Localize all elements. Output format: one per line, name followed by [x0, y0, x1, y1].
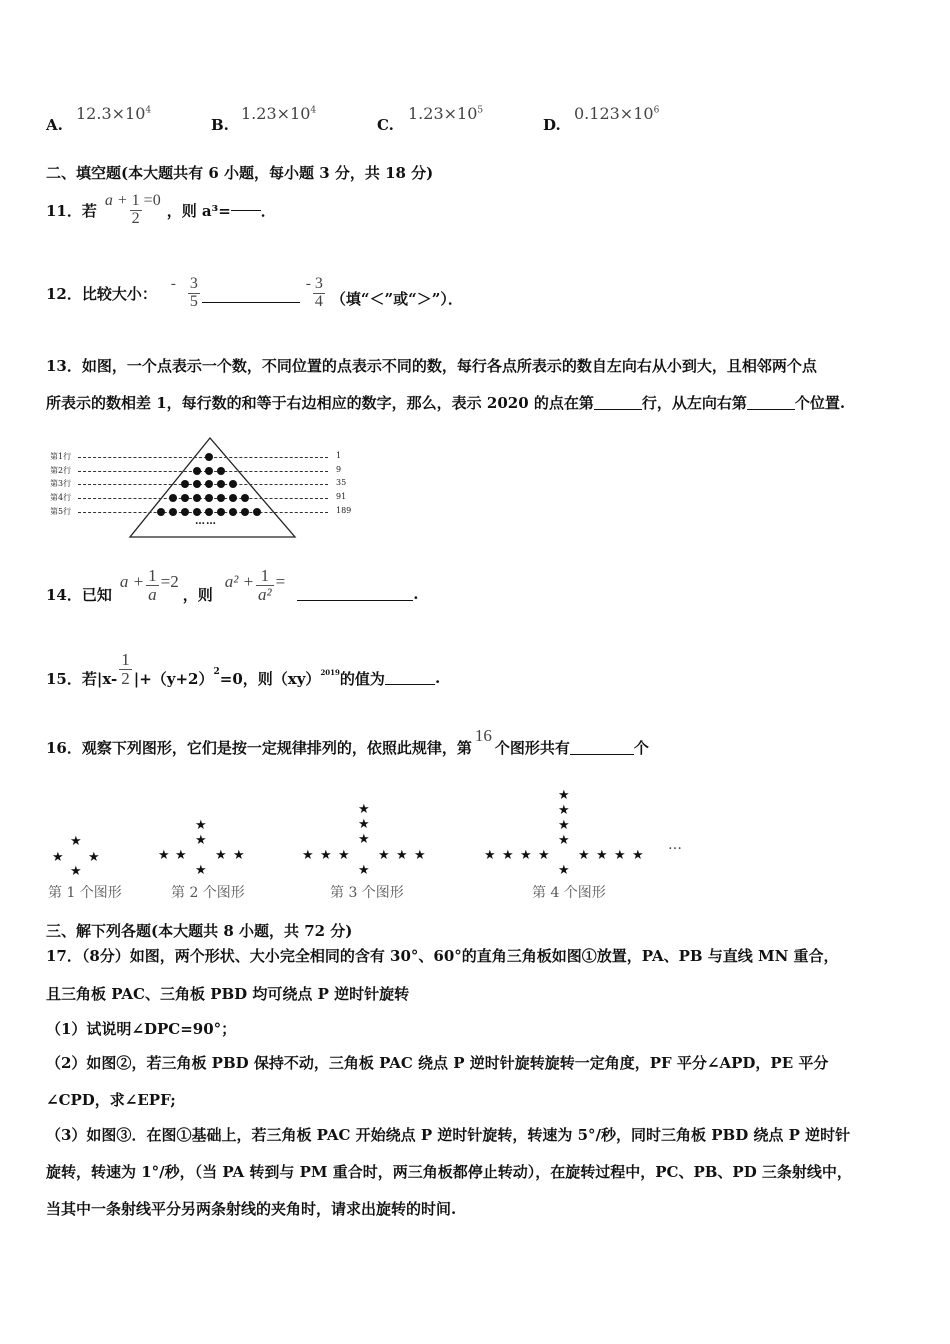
row-label-4: 第4行 — [50, 493, 72, 502]
q15-text-a: 15．若|x- — [46, 669, 118, 688]
star-icon: ★ — [70, 864, 82, 879]
dot — [229, 508, 237, 516]
star-icon: ★ — [558, 818, 570, 833]
q14-expr2: a² + — [224, 572, 255, 591]
q15-text-c: =0，则（xy） — [219, 669, 321, 688]
star-icon: ★ — [558, 833, 570, 848]
star-icon: ★ — [302, 848, 314, 863]
star-icon: ★ — [88, 850, 100, 865]
q11-equals: =0 — [143, 192, 161, 209]
dot — [217, 494, 225, 502]
star-icon: ★ — [158, 848, 170, 863]
q15-exponent-2019: 2019 — [320, 667, 340, 677]
star-icon: ★ — [52, 850, 64, 865]
star-icon: ★ — [338, 848, 350, 863]
star-icon: ★ — [195, 818, 207, 833]
question-16 — [46, 728, 649, 758]
star-icon: ★ — [520, 848, 532, 863]
q17-part3-c: 当其中一条射线平分另两条射线的夹角时，请求出旋转的时间. — [46, 1200, 457, 1218]
q14-fraction-2: $\frac{1}{\text{a²}}$ — [258, 565, 272, 604]
q15-text-d: 的值为 — [339, 669, 385, 688]
figures-ellipsis: … — [668, 837, 682, 853]
dot — [169, 494, 177, 502]
dot — [169, 508, 177, 516]
figure-3-caption: 第 3 个图形 — [330, 885, 404, 901]
dot — [217, 480, 225, 488]
q16-n: 16 — [474, 726, 492, 745]
dot — [205, 494, 213, 502]
row-guide-5 — [78, 512, 328, 513]
q14-answer-blank[interactable] — [297, 599, 413, 601]
row-guide-2 — [78, 471, 328, 472]
q12-fraction-2: $\frac{3}{4}$ — [314, 274, 323, 310]
dot — [193, 508, 201, 516]
q17-part3-b: 旋转，转速为 1°/秒，（当 PA 转到与 PM 重合时，两三角板都停止转动），在旋转过程中，PC、PB、PD 三条射线中， — [46, 1163, 852, 1181]
row-sum-2: 9 — [336, 465, 342, 474]
q13-line2-c: 个位置. — [794, 394, 846, 412]
star-icon: ★ — [215, 848, 227, 863]
q13-row-blank[interactable] — [594, 408, 642, 410]
star-icon: ★ — [614, 848, 626, 863]
star-icon: ★ — [502, 848, 514, 863]
q12-answer-blank[interactable] — [202, 301, 300, 303]
star-icon: ★ — [558, 863, 570, 878]
row-sum-4: 91 — [336, 492, 347, 501]
q12-fraction-1: $\frac{3}{5}$ — [189, 274, 198, 310]
dot — [205, 467, 213, 475]
q13-line2-a: 所表示的数相差 1，每行数的和等于右边相应的数字，那么，表示 2020 的点在第 — [46, 394, 594, 412]
star-icon: ★ — [484, 848, 496, 863]
q17-part2-a: （2）如图②，若三角板 PBD 保持不动，三角板 PAC 绕点 P 逆时针旋转旋转一定角度，PF 平分∠APD，PE 平分 — [46, 1054, 829, 1072]
star-figure-1 — [40, 785, 150, 905]
q14-equals-2: =2 — [160, 572, 179, 591]
q13-line2 — [46, 392, 845, 413]
q17-part3-a: （3）如图③．在图①基础上，若三角板 PAC 开始绕点 P 逆时针旋转，转速为 5°/秒，同时三角板 PBD 绕点 P 逆时针 — [46, 1126, 851, 1144]
star-icon: ★ — [70, 834, 82, 849]
q16-text-a: 16．观察下列图形，它们是按一定规律排列的，依照此规律，第 — [46, 739, 472, 757]
figure-ellipsis: …… — [195, 516, 217, 527]
q14-mid: ，则 — [182, 585, 213, 604]
q11-end: ． — [260, 201, 276, 220]
dot — [205, 480, 213, 488]
dot — [229, 494, 237, 502]
q16-answer-blank[interactable] — [570, 753, 634, 755]
star-icon: ★ — [358, 832, 370, 847]
dot — [193, 467, 201, 475]
dot — [229, 480, 237, 488]
q11-expr: a + — [104, 192, 128, 209]
figure-2-caption: 第 2 个图形 — [171, 885, 245, 901]
row-label-5: 第5行 — [50, 507, 72, 516]
q12-tail: （填“＜”或“＞”）． — [330, 289, 463, 308]
q14-number: 14．已知 — [46, 585, 112, 604]
dot — [241, 508, 249, 516]
dot — [217, 508, 225, 516]
q12-number: 12．比较大小： — [46, 284, 157, 303]
star-icon: ★ — [195, 863, 207, 878]
star-icon: ★ — [195, 833, 207, 848]
dot — [253, 508, 261, 516]
star-icon: ★ — [558, 788, 570, 803]
q13-line2-b: 行，从左向右第 — [641, 394, 747, 412]
option-a-label: A. — [46, 116, 63, 134]
star-icon: ★ — [175, 848, 187, 863]
q17-part2-b: ∠CPD，求∠EPF; — [46, 1091, 176, 1109]
dot — [181, 480, 189, 488]
q15-end: . — [434, 669, 441, 687]
star-icon: ★ — [378, 848, 390, 863]
q13-position-blank[interactable] — [747, 408, 795, 410]
star-icon: ★ — [632, 848, 644, 863]
q17-line1: 17．（8分）如图，两个形状、大小完全相同的含有 30°、60°的直角三角板如图①放置，PA、PB 与直线 MN 重合， — [46, 947, 839, 965]
star-icon: ★ — [233, 848, 245, 863]
row-guide-4 — [78, 498, 328, 499]
question-11 — [46, 188, 276, 232]
question-14 — [46, 560, 418, 610]
star-icon: ★ — [414, 848, 426, 863]
row-guide-3 — [78, 484, 328, 485]
figure-1-caption: 第 1 个图形 — [48, 885, 122, 901]
dot — [157, 508, 165, 516]
q14-expr1: a + — [119, 572, 145, 591]
q13-dot-triangle-figure — [46, 436, 366, 542]
option-c-value: $1.23\times 10^5$ — [408, 104, 484, 123]
star-icon: ★ — [538, 848, 550, 863]
dot — [181, 494, 189, 502]
row-label-3: 第3行 — [50, 479, 72, 488]
row-sum-3: 35 — [336, 478, 347, 487]
dot — [241, 494, 249, 502]
q15-answer-blank[interactable] — [385, 683, 435, 685]
option-b-value: $1.23\times 10^4$ — [241, 104, 317, 123]
row-sum-1: 1 — [336, 451, 342, 460]
star-icon: ★ — [596, 848, 608, 863]
q16-star-figures — [40, 785, 720, 905]
star-icon: ★ — [578, 848, 590, 863]
star-icon: ★ — [358, 863, 370, 878]
option-a-value: $12.3\times 10^4$ — [76, 104, 152, 123]
option-b-label: B. — [211, 116, 229, 134]
section2-heading: 二、填空题(本大题共有 6 小题，每小题 3 分，共 18 分) — [46, 164, 434, 182]
q14-fraction-1: $\frac{1}{a}$ — [148, 565, 157, 604]
row-label-2: 第2行 — [50, 466, 72, 475]
section3-heading: 三、解下列各题(本大题共 8 小题，共 72 分) — [46, 922, 353, 940]
q16-end: 个 — [633, 739, 649, 757]
star-icon: ★ — [558, 803, 570, 818]
dot — [193, 494, 201, 502]
star-figure-2 — [155, 785, 265, 905]
row-guide-1 — [78, 457, 328, 458]
figure-4-caption: 第 4 个图形 — [532, 885, 606, 901]
q17-part1: （1）试说明∠DPC=90°； — [46, 1020, 237, 1038]
option-c-label: C. — [377, 116, 394, 134]
q10-options — [46, 104, 726, 134]
q11-number: 11．若 — [46, 201, 97, 220]
question-12 — [46, 270, 463, 316]
star-icon: ★ — [320, 848, 332, 863]
star-icon: ★ — [358, 817, 370, 832]
q15-exponent-2: 2 — [213, 667, 220, 677]
dot — [205, 453, 213, 461]
question-15 — [46, 644, 440, 694]
dot — [181, 508, 189, 516]
option-d-label: D. — [543, 116, 561, 134]
q11-answer-blank[interactable] — [231, 209, 261, 211]
q12-neg1: - — [170, 275, 176, 292]
q15-text-b: |+（y+2） — [133, 669, 214, 688]
option-d-value: $0.123\times 10^6$ — [574, 104, 660, 123]
star-figure-4 — [480, 785, 660, 905]
q13-line1: 13．如图，一个点表示一个数，不同位置的点表示不同的数，每行各点所表示的数自左向右从小到大，且相邻两个点 — [46, 357, 817, 375]
q14-end: . — [413, 585, 419, 603]
star-icon: ★ — [358, 802, 370, 817]
q16-text-b: 个图形共有 — [494, 739, 570, 757]
q17-line2: 且三角板 PAC、三角板 PBD 均可绕点 P 逆时针旋转 — [46, 985, 410, 1003]
dot — [217, 467, 225, 475]
q12-neg2: - — [305, 275, 311, 292]
star-figure-3 — [300, 785, 440, 905]
row-sum-5: 189 — [336, 506, 352, 515]
dot — [193, 480, 201, 488]
q14-equals: = — [275, 572, 286, 591]
star-icon: ★ — [396, 848, 408, 863]
dot — [205, 508, 213, 516]
q11-tail: ，则 a³= — [166, 201, 231, 220]
q11-fraction: $\frac{1}{2}$ — [131, 191, 140, 227]
q15-fraction: $\frac{1}{2}$ — [121, 649, 130, 688]
row-label-1: 第1行 — [50, 452, 72, 461]
